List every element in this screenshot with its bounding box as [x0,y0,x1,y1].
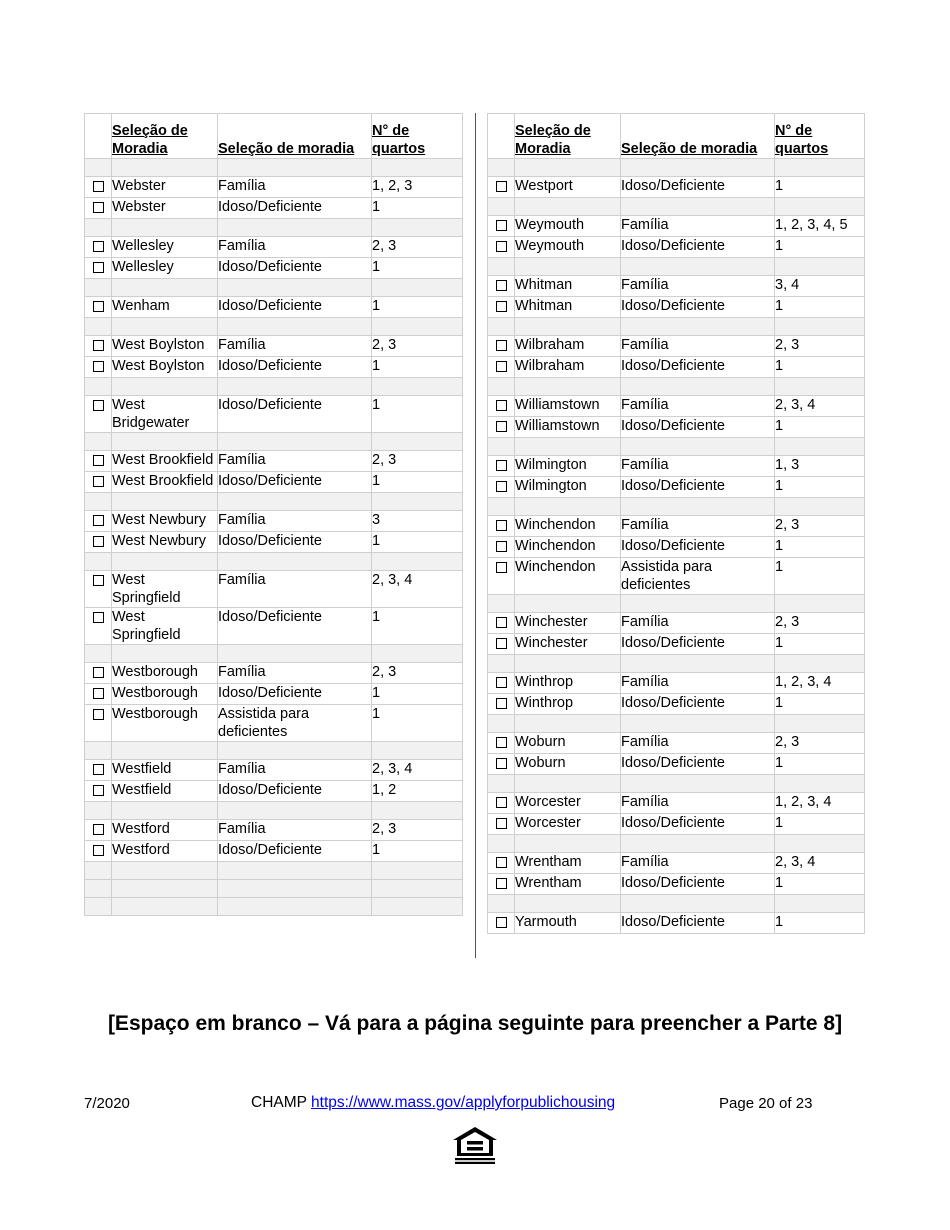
town-cell: West Newbury [112,532,218,553]
housing-type-cell: Idoso/Deficiente [621,814,775,835]
town-cell: Wellesley [112,237,218,258]
town-cell: West Boylston [112,357,218,378]
select-checkbox[interactable] [496,241,507,252]
bedrooms-cell: 1 [372,258,463,279]
table-row [488,558,865,595]
select-checkbox[interactable] [93,845,104,856]
bedrooms-cell: 2, 3, 4 [372,760,463,781]
left-housing-table [84,113,463,916]
housing-type-cell: Idoso/Deficiente [621,417,775,438]
table-header [85,114,463,159]
housing-type-cell: Idoso/Deficiente [218,532,372,553]
bedrooms-cell: 2, 3 [775,516,865,537]
separator-row [488,378,865,396]
table-row [488,814,865,835]
select-checkbox[interactable] [496,617,507,628]
table-row [488,336,865,357]
town-cell: Woburn [515,733,621,754]
housing-type-cell: Idoso/Deficiente [621,694,775,715]
housing-type-cell: Família [218,760,372,781]
select-checkbox[interactable] [93,688,104,699]
housing-type-cell: Idoso/Deficiente [621,477,775,498]
bedrooms-cell: 1 [372,841,463,862]
housing-type-cell: Família [621,613,775,634]
equal-housing-opportunity-icon [451,1125,499,1165]
table-row [488,537,865,558]
town-cell: Whitman [515,297,621,318]
right-housing-table [487,113,865,934]
bedrooms-cell: 2, 3 [372,663,463,684]
separator-row [85,553,463,571]
table-row [85,532,463,553]
separator-row [488,655,865,673]
town-cell: Whitman [515,276,621,297]
table-row [488,853,865,874]
select-checkbox[interactable] [496,797,507,808]
separator-row [85,279,463,297]
table-row [85,760,463,781]
town-cell: Worcester [515,793,621,814]
housing-type-cell: Família [621,396,775,417]
header-housing-selection: Seleção de Moradia [515,114,621,159]
housing-type-cell: Assistida para deficientes [621,558,775,595]
table-row [85,472,463,493]
housing-type-cell: Família [621,733,775,754]
footer-page-number: Page 20 of 23 [719,1095,813,1112]
select-checkbox[interactable] [93,400,104,411]
housing-type-cell: Família [218,177,372,198]
bedrooms-cell: 1 [372,472,463,493]
table-row [85,608,463,645]
separator-row [488,595,865,613]
table-row [85,297,463,318]
housing-type-cell: Família [621,456,775,477]
town-cell: Webster [112,198,218,219]
town-cell: West Springfield [112,608,218,645]
select-checkbox[interactable] [93,515,104,526]
table-row [85,336,463,357]
footer-champ [251,1094,615,1112]
separator-row [85,802,463,820]
table-row [488,733,865,754]
housing-type-cell: Idoso/Deficiente [218,258,372,279]
table-row [85,258,463,279]
bedrooms-cell: 1 [775,357,865,378]
header-bedrooms: N° de quartos [372,114,463,159]
table-row [85,177,463,198]
separator-row [488,775,865,793]
table-row [488,913,865,934]
select-checkbox[interactable] [496,181,507,192]
bedrooms-cell: 1 [372,532,463,553]
housing-type-cell: Idoso/Deficiente [621,177,775,198]
housing-type-cell: Família [621,276,775,297]
housing-type-cell: Idoso/Deficiente [218,198,372,219]
select-checkbox[interactable] [93,536,104,547]
bedrooms-cell: 1 [775,558,865,595]
housing-type-cell: Idoso/Deficiente [621,537,775,558]
bedrooms-cell: 1 [372,396,463,433]
select-checkbox[interactable] [496,301,507,312]
town-cell: Winthrop [515,694,621,715]
select-checkbox[interactable] [93,241,104,252]
select-checkbox[interactable] [93,612,104,623]
separator-row [85,862,463,880]
footer-date: 7/2020 [84,1095,130,1112]
table-row [488,694,865,715]
table-row [85,357,463,378]
town-cell: Wenham [112,297,218,318]
select-checkbox[interactable] [496,481,507,492]
select-checkbox[interactable] [93,361,104,372]
bedrooms-cell: 1 [775,874,865,895]
table-row [488,297,865,318]
town-cell: Winchendon [515,558,621,595]
table-row [488,793,865,814]
select-checkbox[interactable] [93,785,104,796]
bedrooms-cell: 1 [372,684,463,705]
town-cell: Wilbraham [515,357,621,378]
select-checkbox[interactable] [93,709,104,720]
table-header [488,114,865,159]
table-row [488,177,865,198]
separator-row [488,715,865,733]
town-cell: Westfield [112,781,218,802]
table-row [85,705,463,742]
town-cell: Westport [515,177,621,198]
select-checkbox[interactable] [496,677,507,688]
separator-row [85,318,463,336]
select-checkbox[interactable] [93,476,104,487]
select-checkbox[interactable] [93,301,104,312]
select-checkbox[interactable] [93,667,104,678]
town-cell: Wilmington [515,477,621,498]
select-checkbox[interactable] [496,541,507,552]
separator-row [85,645,463,663]
town-cell: Yarmouth [515,913,621,934]
table-row [488,634,865,655]
town-cell: Winchendon [515,516,621,537]
bedrooms-cell: 1 [372,198,463,219]
bedrooms-cell: 1, 2 [372,781,463,802]
town-cell: Westborough [112,684,218,705]
town-cell: West Newbury [112,511,218,532]
town-cell: West Brookfield [112,451,218,472]
bedrooms-cell: 1, 2, 3, 4 [775,793,865,814]
select-checkbox[interactable] [496,758,507,769]
separator-row [85,898,463,916]
bedrooms-cell: 1 [775,634,865,655]
bedrooms-cell: 2, 3 [372,820,463,841]
separator-row [85,378,463,396]
separator-row [488,498,865,516]
bedrooms-cell: 1 [775,237,865,258]
housing-type-cell: Idoso/Deficiente [218,781,372,802]
housing-type-cell: Família [218,237,372,258]
bedrooms-cell: 1 [775,814,865,835]
housing-type-cell: Família [621,793,775,814]
table-row [488,396,865,417]
bedrooms-cell: 2, 3, 4 [775,396,865,417]
housing-type-cell: Família [218,571,372,608]
town-cell: Worcester [515,814,621,835]
footer-champ-label: CHAMP [251,1094,307,1111]
bedrooms-cell: 1 [775,537,865,558]
bedrooms-cell: 2, 3 [775,613,865,634]
bedrooms-cell: 1, 3 [775,456,865,477]
select-checkbox[interactable] [496,220,507,231]
select-checkbox[interactable] [496,857,507,868]
town-cell: Webster [112,177,218,198]
town-cell: Wrentham [515,874,621,895]
table-row [85,451,463,472]
town-cell: Wilmington [515,456,621,477]
town-cell: Wilbraham [515,336,621,357]
select-checkbox[interactable] [93,340,104,351]
town-cell: Woburn [515,754,621,775]
table-row [85,511,463,532]
header-housing-selection: Seleção de Moradia [112,114,218,159]
separator-row [85,433,463,451]
table-row [488,874,865,895]
bedrooms-cell: 1 [775,477,865,498]
table-row [85,820,463,841]
table-row [85,684,463,705]
housing-type-cell: Idoso/Deficiente [218,396,372,433]
housing-type-cell: Família [218,663,372,684]
select-checkbox[interactable] [496,638,507,649]
housing-type-cell: Idoso/Deficiente [218,357,372,378]
housing-type-cell: Idoso/Deficiente [218,684,372,705]
town-cell: Wrentham [515,853,621,874]
town-cell: Westfield [112,760,218,781]
separator-row [85,493,463,511]
separator-row [85,219,463,237]
separator-row [488,895,865,913]
table-row [488,417,865,438]
housing-type-cell: Idoso/Deficiente [621,913,775,934]
housing-type-cell: Idoso/Deficiente [621,357,775,378]
bedrooms-cell: 1 [775,177,865,198]
table-row [488,613,865,634]
town-cell: Winchester [515,613,621,634]
select-checkbox[interactable] [496,340,507,351]
bedrooms-cell: 1, 2, 3, 4, 5 [775,216,865,237]
separator-row [488,159,865,177]
housing-type-cell: Idoso/Deficiente [218,472,372,493]
select-checkbox[interactable] [496,878,507,889]
table-row [488,456,865,477]
bedrooms-cell: 3, 4 [775,276,865,297]
town-cell: Winthrop [515,673,621,694]
bedrooms-cell: 2, 3 [775,336,865,357]
header-housing-type: Seleção de moradia [218,114,372,159]
header-bedrooms: N° de quartos [775,114,865,159]
separator-row [488,198,865,216]
housing-type-cell: Família [218,336,372,357]
town-cell: Williamstown [515,396,621,417]
town-cell: Williamstown [515,417,621,438]
bedrooms-cell: 1 [372,705,463,742]
housing-type-cell: Família [218,820,372,841]
housing-type-cell: Família [621,673,775,694]
table-row [85,237,463,258]
housing-type-cell: Família [621,336,775,357]
separator-row [488,835,865,853]
select-checkbox[interactable] [496,421,507,432]
select-checkbox[interactable] [93,202,104,213]
bedrooms-cell: 2, 3, 4 [775,853,865,874]
housing-type-cell: Família [621,216,775,237]
housing-type-cell: Assistida para deficientes [218,705,372,742]
bedrooms-cell: 1 [775,694,865,715]
housing-type-cell: Família [621,516,775,537]
town-cell: West Springfield [112,571,218,608]
table-row [85,841,463,862]
table-row [488,276,865,297]
town-cell: West Brookfield [112,472,218,493]
town-cell: West Bridgewater [112,396,218,433]
town-cell: Weymouth [515,237,621,258]
table-row [488,237,865,258]
select-checkbox[interactable] [93,262,104,273]
table-row [85,198,463,219]
bedrooms-cell: 1, 2, 3 [372,177,463,198]
select-checkbox[interactable] [496,280,507,291]
housing-type-cell: Idoso/Deficiente [621,754,775,775]
separator-row [488,438,865,456]
bedrooms-cell: 1 [372,357,463,378]
bedrooms-cell: 2, 3, 4 [372,571,463,608]
town-cell: Westborough [112,663,218,684]
bedrooms-cell: 3 [372,511,463,532]
housing-type-cell: Idoso/Deficiente [218,841,372,862]
bedrooms-cell: 2, 3 [372,336,463,357]
select-checkbox[interactable] [496,460,507,471]
town-cell: Wellesley [112,258,218,279]
select-checkbox[interactable] [496,737,507,748]
select-checkbox[interactable] [496,562,507,573]
table-row [488,516,865,537]
select-checkbox[interactable] [93,181,104,192]
table-row [85,571,463,608]
town-cell: Weymouth [515,216,621,237]
header-housing-type: Seleção de moradia [621,114,775,159]
select-checkbox[interactable] [496,698,507,709]
select-checkbox[interactable] [496,520,507,531]
housing-type-cell: Idoso/Deficiente [621,237,775,258]
housing-type-cell: Idoso/Deficiente [621,297,775,318]
table-row [85,781,463,802]
separator-row [85,742,463,760]
bedrooms-cell: 2, 3 [372,237,463,258]
town-cell: West Boylston [112,336,218,357]
apply-link[interactable]: https://www.mass.gov/applyforpublichousing [311,1094,616,1111]
table-row [85,396,463,433]
bedrooms-cell: 1 [775,754,865,775]
select-checkbox[interactable] [93,455,104,466]
separator-row [85,159,463,177]
separator-row [488,258,865,276]
bedrooms-cell: 2, 3 [372,451,463,472]
select-checkbox[interactable] [496,361,507,372]
select-checkbox[interactable] [93,824,104,835]
select-checkbox[interactable] [93,575,104,586]
table-row [85,663,463,684]
column-divider [475,113,476,958]
housing-type-cell: Família [218,511,372,532]
bedrooms-cell: 1 [775,297,865,318]
separator-row [488,318,865,336]
separator-row [85,880,463,898]
housing-type-cell: Idoso/Deficiente [218,608,372,645]
table-row [488,357,865,378]
table-row [488,216,865,237]
select-checkbox[interactable] [496,917,507,928]
housing-type-cell: Idoso/Deficiente [218,297,372,318]
table-row [488,477,865,498]
town-cell: Winchester [515,634,621,655]
table-row [488,754,865,775]
bedrooms-cell: 1, 2, 3, 4 [775,673,865,694]
select-checkbox[interactable] [496,818,507,829]
blank-space-note: [Espaço em branco – Vá para a página seguinte para preencher a Parte 8] [107,1012,843,1035]
bedrooms-cell: 2, 3 [775,733,865,754]
bedrooms-cell: 1 [775,417,865,438]
town-cell: Westford [112,820,218,841]
select-checkbox[interactable] [93,764,104,775]
town-cell: Westborough [112,705,218,742]
housing-type-cell: Idoso/Deficiente [621,874,775,895]
bedrooms-cell: 1 [372,608,463,645]
housing-type-cell: Idoso/Deficiente [621,634,775,655]
town-cell: Winchendon [515,537,621,558]
housing-type-cell: Família [218,451,372,472]
town-cell: Westford [112,841,218,862]
bedrooms-cell: 1 [775,913,865,934]
table-row [488,673,865,694]
bedrooms-cell: 1 [372,297,463,318]
housing-type-cell: Família [621,853,775,874]
select-checkbox[interactable] [496,400,507,411]
